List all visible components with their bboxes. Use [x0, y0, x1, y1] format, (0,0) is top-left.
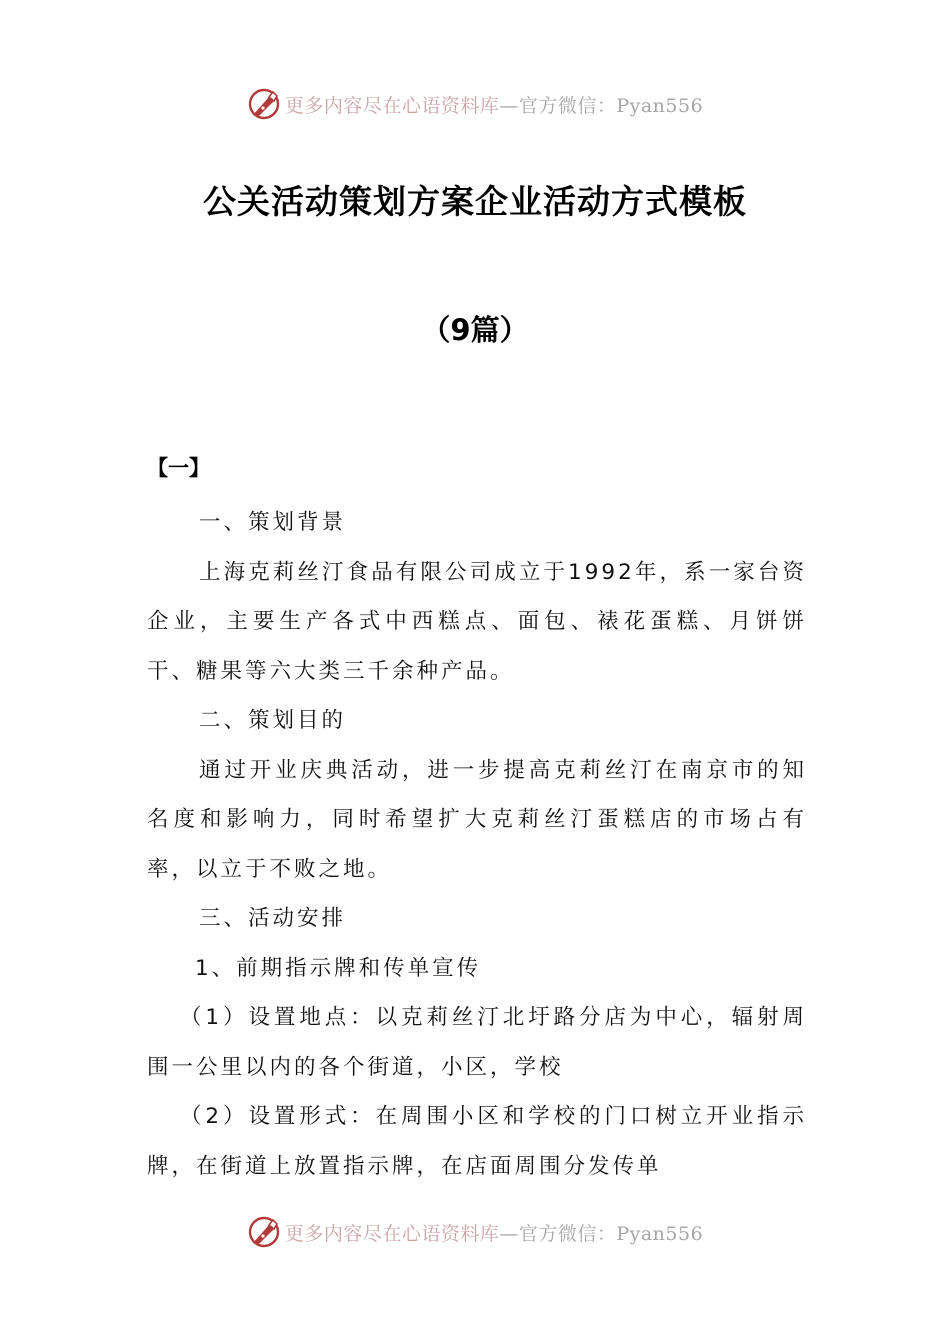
document-title: 公关活动策划方案企业活动方式模板: [203, 182, 747, 221]
watermark-wechat: —官方微信：Pyan556: [499, 1222, 704, 1245]
watermark-main: 更多内容尽在心语资料库: [284, 94, 500, 117]
pen-nib-logo-icon: [247, 87, 281, 121]
pen-nib-logo-icon: [247, 1215, 281, 1249]
watermark-text: [285, 1219, 703, 1246]
list-item-form: （2）设置形式：在周围小区和学校的门口树立开业指示牌，在街道上放置指示牌，在店面周围分发传单: [147, 1104, 807, 1179]
paragraph-purpose: 通过开业庆典活动，进一步提高克莉丝汀在南京市的知名度和影响力，同时希望扩大克莉丝汀蛋糕店的市场占有率，以立于不败之地。: [147, 757, 807, 882]
heading-background: 一、策划背景: [199, 510, 347, 535]
header-watermark: [0, 84, 950, 124]
heading-arrangement: 三、活动安排: [199, 906, 347, 931]
list-item-location: （1）设置地点：以克莉丝汀北圩路分店为中心，辐射周围一公里以内的各个街道，小区，学校: [147, 1005, 807, 1080]
section-label: 【一】: [147, 456, 210, 480]
document-subtitle: （9篇）: [421, 313, 529, 347]
list-item-publicity: 1、前期指示牌和传单宣传: [195, 955, 482, 981]
document-body: [147, 448, 807, 1191]
watermark-main: 更多内容尽在心语资料库: [284, 1222, 500, 1245]
paragraph-background: 上海克莉丝汀食品有限公司成立于1992年，系一家台资企业，主要生产各式中西糕点、面包、裱花蛋糕、月饼饼干、糖果等六大类三千余种产品。: [147, 559, 807, 684]
watermark-wechat: —官方微信：Pyan556: [499, 94, 704, 117]
footer-watermark: [0, 1212, 950, 1252]
heading-purpose: 二、策划目的: [199, 708, 347, 733]
watermark-text: [285, 91, 703, 118]
